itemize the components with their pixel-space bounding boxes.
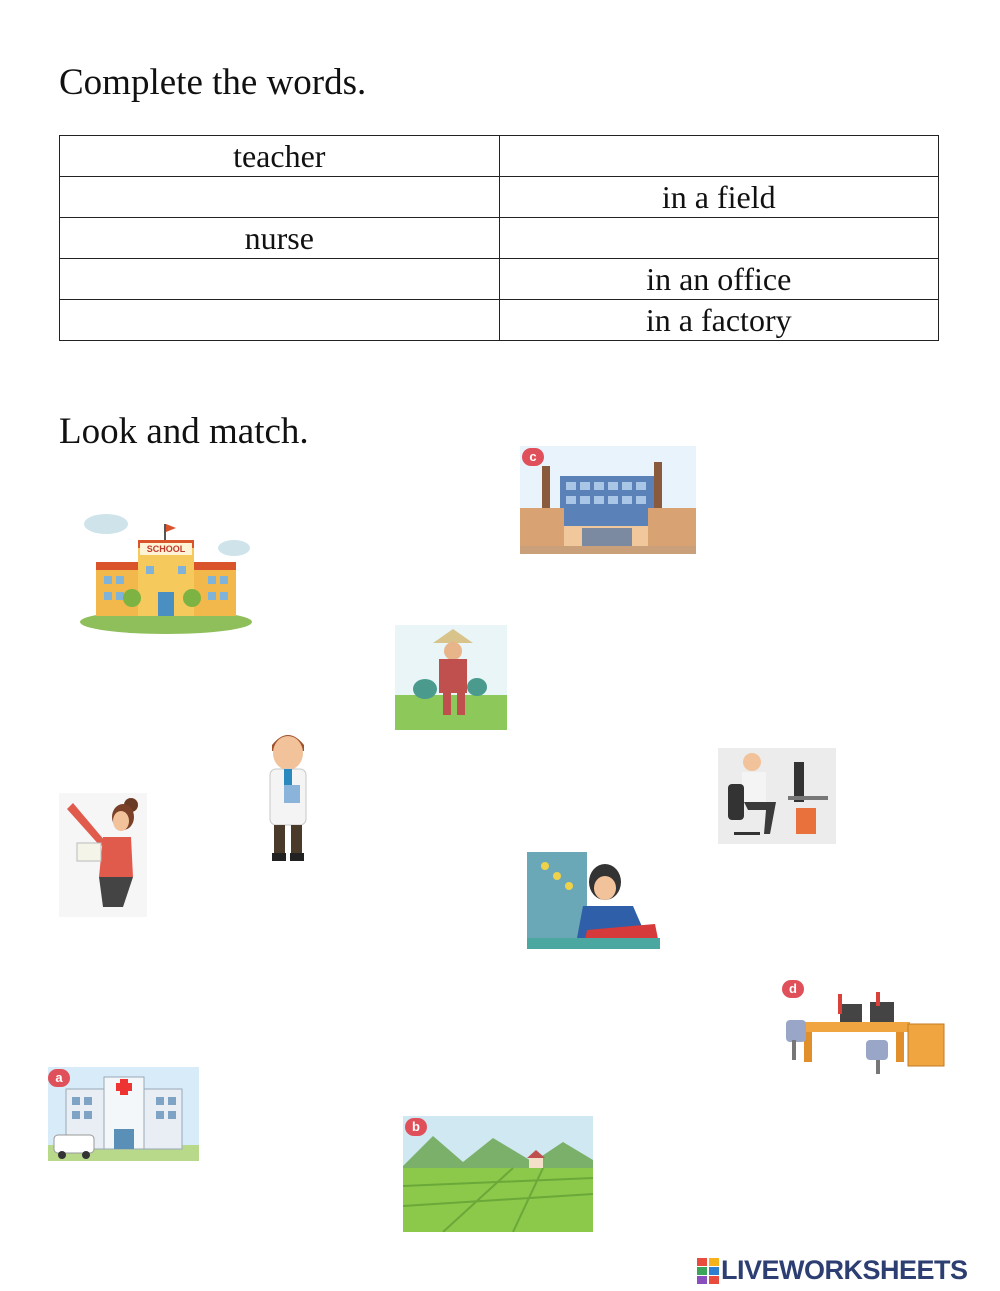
hospital-label-badge: a (48, 1069, 70, 1087)
table-cell[interactable]: nurse (60, 218, 500, 259)
field-label-badge: b (405, 1118, 427, 1136)
table-cell[interactable]: in an office (499, 259, 939, 300)
doctor-image[interactable] (262, 725, 314, 863)
school-image[interactable] (80, 510, 252, 636)
complete-words-table (59, 135, 939, 341)
field-image[interactable] (403, 1116, 593, 1232)
table-cell[interactable] (499, 218, 939, 259)
liveworksheets-logo[interactable] (697, 1255, 968, 1286)
office-label-badge: d (782, 980, 804, 998)
table-row (60, 218, 939, 259)
complete-words-heading: Complete the words. (59, 62, 367, 103)
look-and-match-heading: Look and match. (59, 411, 309, 452)
table-cell[interactable] (60, 300, 500, 341)
factory-image[interactable] (520, 446, 696, 554)
liveworksheets-logo-text: LIVEWORKSHEETS (721, 1255, 968, 1285)
table-cell[interactable]: in a field (499, 177, 939, 218)
table-cell[interactable] (60, 259, 500, 300)
table-row (60, 300, 939, 341)
liveworksheets-logo-icon (697, 1258, 719, 1284)
teacher-image[interactable] (59, 793, 147, 917)
factory-label-badge: c (522, 448, 544, 466)
table-row (60, 136, 939, 177)
hospital-image[interactable] (48, 1067, 199, 1161)
table-cell[interactable] (499, 136, 939, 177)
table-cell[interactable] (60, 177, 500, 218)
farmer-image[interactable] (395, 625, 507, 730)
table-cell[interactable]: in a factory (499, 300, 939, 341)
factory-worker-image[interactable] (527, 852, 660, 949)
office-image[interactable] (780, 980, 948, 1080)
office-worker-image[interactable] (718, 748, 836, 844)
table-row (60, 259, 939, 300)
table-row (60, 177, 939, 218)
table-cell[interactable]: teacher (60, 136, 500, 177)
school-sign: SCHOOL (140, 543, 192, 555)
